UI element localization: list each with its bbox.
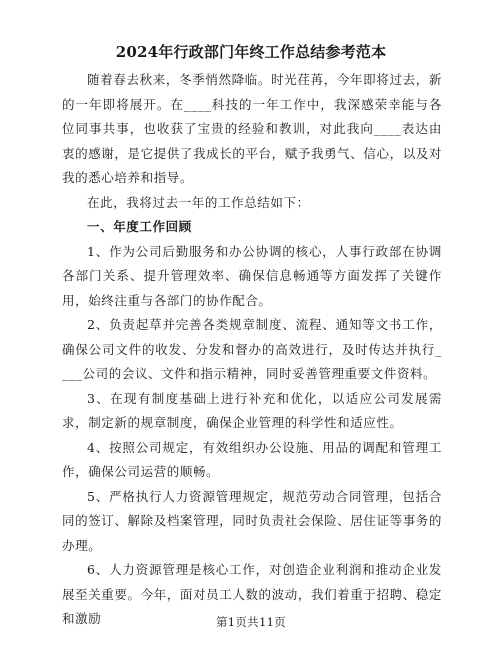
page-number: 第1页共11页 <box>215 615 287 629</box>
document-body <box>62 68 442 632</box>
list-item: 3、在现有制度基础上进行补充和优化，以适应公司发展需求，制定新的规章制度，确保企业管理的科学性和适应性。 <box>62 390 442 430</box>
document-title: 2024年行政部门年终工作总结参考范本 <box>115 43 387 61</box>
summary-lead-paragraph: 在此，我将过去一年的工作总结如下： <box>87 194 310 210</box>
intro-paragraph: 随着春去秋来，冬季悄然降临。时光荏苒，今年即将过去，新的一年即将展开。在____科技的一年工作中，我深感荣幸能与各位同事共事，也收获了宝贵的经验和教训，对此我向____表达由衷的感谢，是它提供了我成长的平台，赋予我勇气、信心，以及对我的悉心培养和指导。 <box>62 72 442 185</box>
section-heading: 一、年度工作回顾 <box>87 219 192 234</box>
list-item: 6、人力资源管理是核心工作，对创造企业利润和推动企业发展至关重要。今年，面对员工人数的波动，我们着重于招聘、稳定和激励 <box>62 562 442 626</box>
list-item: 2、负责起草并完善各类规章制度、流程、通知等文书工作，确保公司文件的收发、分发和督办的高效进行，及时传达并执行____公司的会议、文件和指示精神，同时妥善管理重要文件资料。 <box>62 317 442 381</box>
list-item: 5、严格执行人力资源管理规定，规范劳动合同管理，包括合同的签订、解除及档案管理，同时负责社会保险、居住证等事务的办理。 <box>62 488 442 553</box>
list-item: 4、按照公司规定，有效组织办公设施、用品的调配和管理工作，确保公司运营的顺畅。 <box>62 439 442 479</box>
list-item: 1、作为公司后勤服务和办公协调的核心，人事行政部在协调各部门关系、提升管理效率、确保信息畅通等方面发挥了关键作用，始终注重与各部门的协作配合。 <box>62 243 442 308</box>
